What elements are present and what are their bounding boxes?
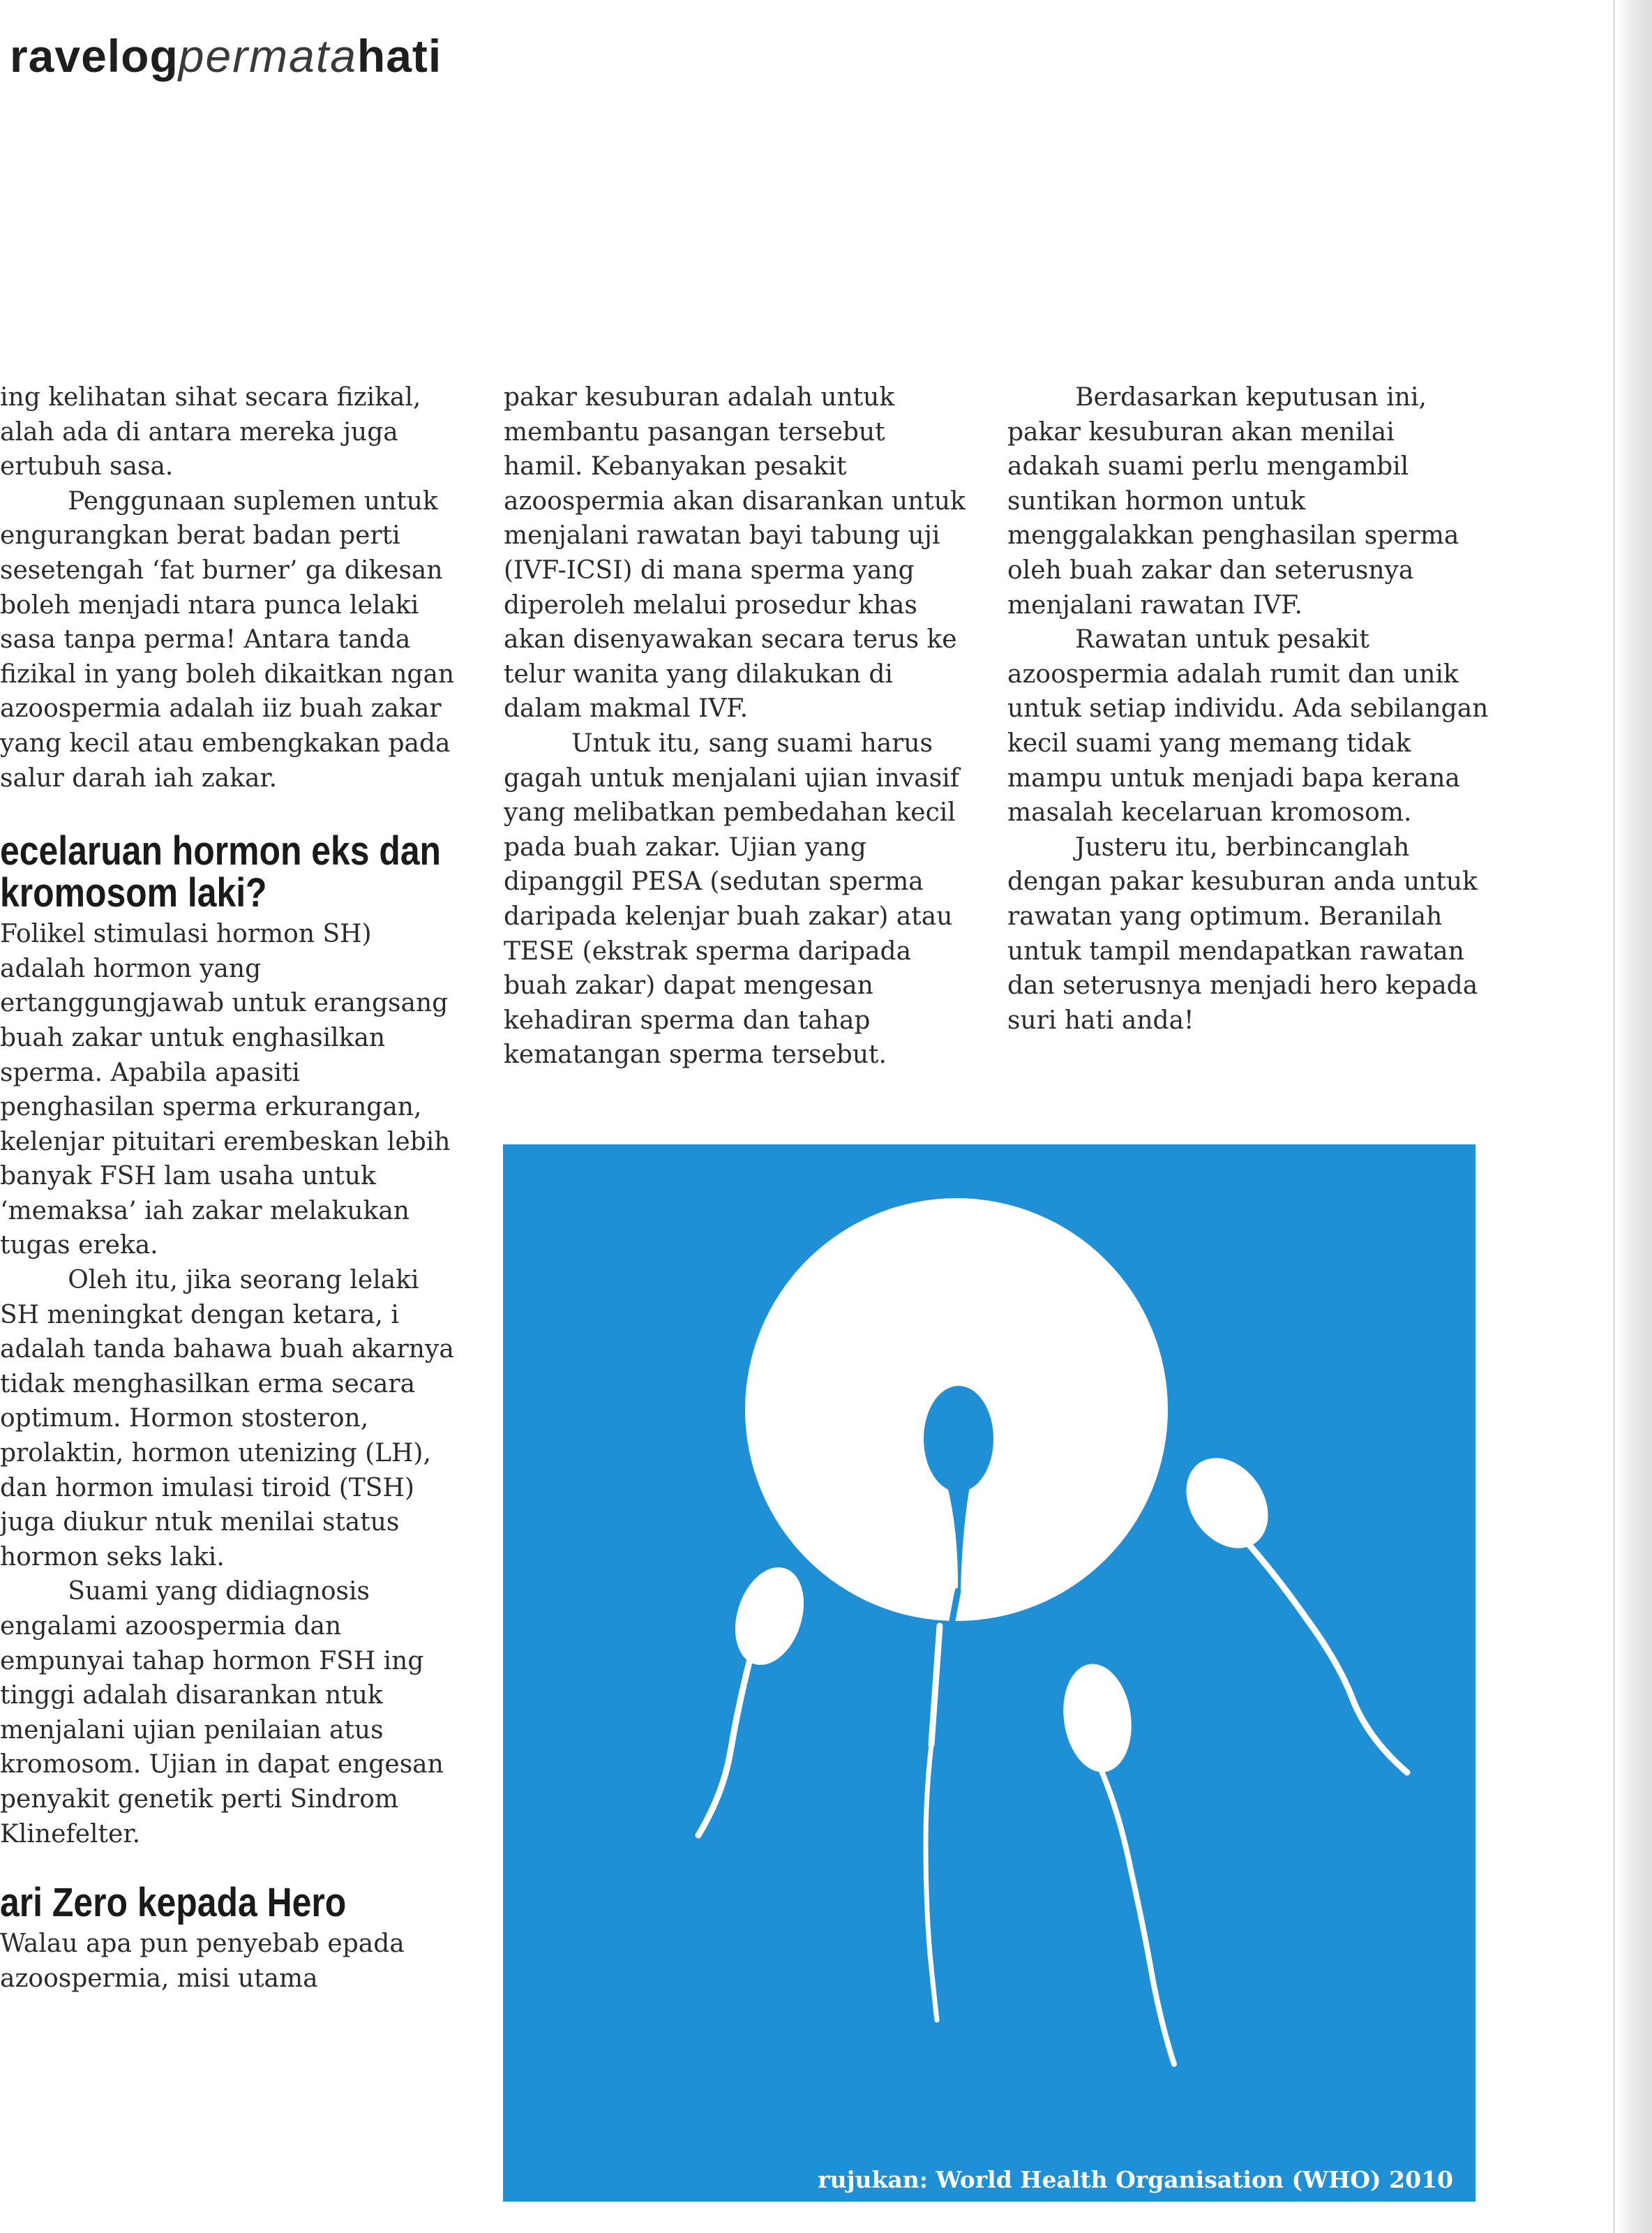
masthead	[10, 29, 442, 92]
section-heading-hormon: ecelaruan hormon eks dan kromosom laki?	[0, 828, 442, 916]
col1-paragraph-1: ing kelihatan sihat secara fizikal, alah ada di antara mereka juga ertubuh sasa.	[0, 383, 421, 481]
col1-paragraph-2: Penggunaan suplemen untuk engurangkan berat badan perti sesetengah ‘fat burner’ ga dikesan boleh menjadi ntara punca lelaki sasa tanpa perma! Antara tanda fizikal in yang boleh dikaitkan ngan azoospermia adalah iiz buah zakar yang kecil atau embengkakan pada salur darah iah zakar.	[0, 486, 455, 793]
col1-paragraph-6: Walau apa pun penyebab epada azoospermia, misi utama	[0, 1929, 405, 1993]
col1-paragraph-4: Oleh itu, jika seorang lelaki SH meningkat dengan ketara, i adalah tanda bahawa buah akarnya tidak menghasilkan erma secara optimum. Hormon stosteron, prolaktin, hormon utenizing (LH), dan hormon imulasi tiroid (TSH) juga diukur ntuk menilai status hormon seks laki.	[0, 1266, 454, 1571]
article-column-3	[1007, 380, 1489, 1120]
masthead-part3: hati	[356, 30, 442, 82]
figure-caption: rujukan: World Health Organisation (WHO) 2010	[818, 2166, 1453, 2193]
col2-paragraph-1: pakar kesuburan adalah untuk membantu pasangan tersebut hamil. Kebanyakan pesakit azoospermia akan disarankan untuk menjalani rawatan bayi tabung uji (IVF-ICSI) di mana sperma yang diperoleh melalui prosedur khas akan disenyawakan secara terus ke telur wanita yang dilakukan di dalam makmal IVF.	[504, 383, 966, 724]
sperm-egg-illustration	[503, 1144, 1475, 2202]
illustration-graphic	[503, 1144, 1475, 2202]
sperm-shape-right	[1169, 1442, 1407, 1772]
sperm-shape-left	[698, 1558, 816, 1835]
col2-paragraph-2: Untuk itu, sang suami harus gagah untuk menjalani ujian invasif yang melibatkan pembedahan kecil pada buah zakar. Ujian yang dipanggil PESA (sedutan sperma daripada kelenjar buah zakar) atau TESE (ekstrak sperma daripada buah zakar) dapat mengesan kehadiran sperma dan tahap kematangan sperma tersebut.	[504, 729, 960, 1070]
col1-paragraph-3: Folikel stimulasi hormon SH) adalah hormon yang ertanggungjawab untuk erangsang buah zakar untuk enghasilkan sperma. Apabila apasiti penghasilan sperma erkurangan, kelenjar pituitari erembeskan lebih banyak FSH lam usaha untuk ‘memaksa’ iah zakar melakukan tugas ereka.	[0, 920, 451, 1260]
col3-paragraph-1: Berdasarkan keputusan ini, pakar kesuburan akan menilai adakah suami perlu mengambil suntikan hormon untuk menggalakkan penghasilan sperma oleh buah zakar dan seterusnya menjalani rawatan IVF.	[1007, 383, 1459, 620]
col3-paragraph-2: Rawatan untuk pesakit azoospermia adalah rumit dan unik untuk setiap individu. Ada sebilangan kecil suami yang memang tidak mampu untuk menjadi bapa kerana masalah kecelaruan kromosom.	[1007, 625, 1489, 828]
col1-paragraph-5: Suami yang didiagnosis engalami azoospermia dan empunyai tahap hormon FSH ing tinggi adalah disarankan ntuk menjalani ujian penilaian atus kromosom. Ujian in dapat engesan penyakit genetik perti Sindrom Klinefelter.	[0, 1577, 444, 1849]
section-heading-zero-hero: ari Zero kepada Hero	[0, 1880, 347, 1926]
masthead-part1: ravelog	[10, 30, 179, 82]
article-column-1	[0, 380, 460, 2195]
page-edge-line	[1613, 0, 1615, 2233]
col3-paragraph-3: Justeru itu, berbincanglah dengan pakar kesuburan anda untuk rawatan yang optimum. Beranilah untuk tampil mendapatkan rawatan dan seterusnya menjadi hero kepada suri hati anda!	[1007, 832, 1478, 1035]
masthead-part2: permata	[178, 30, 357, 82]
article-column-2	[504, 380, 971, 1120]
page-edge-shadow	[1616, 0, 1652, 2233]
sperm-shape-bottom	[1057, 1659, 1174, 2064]
